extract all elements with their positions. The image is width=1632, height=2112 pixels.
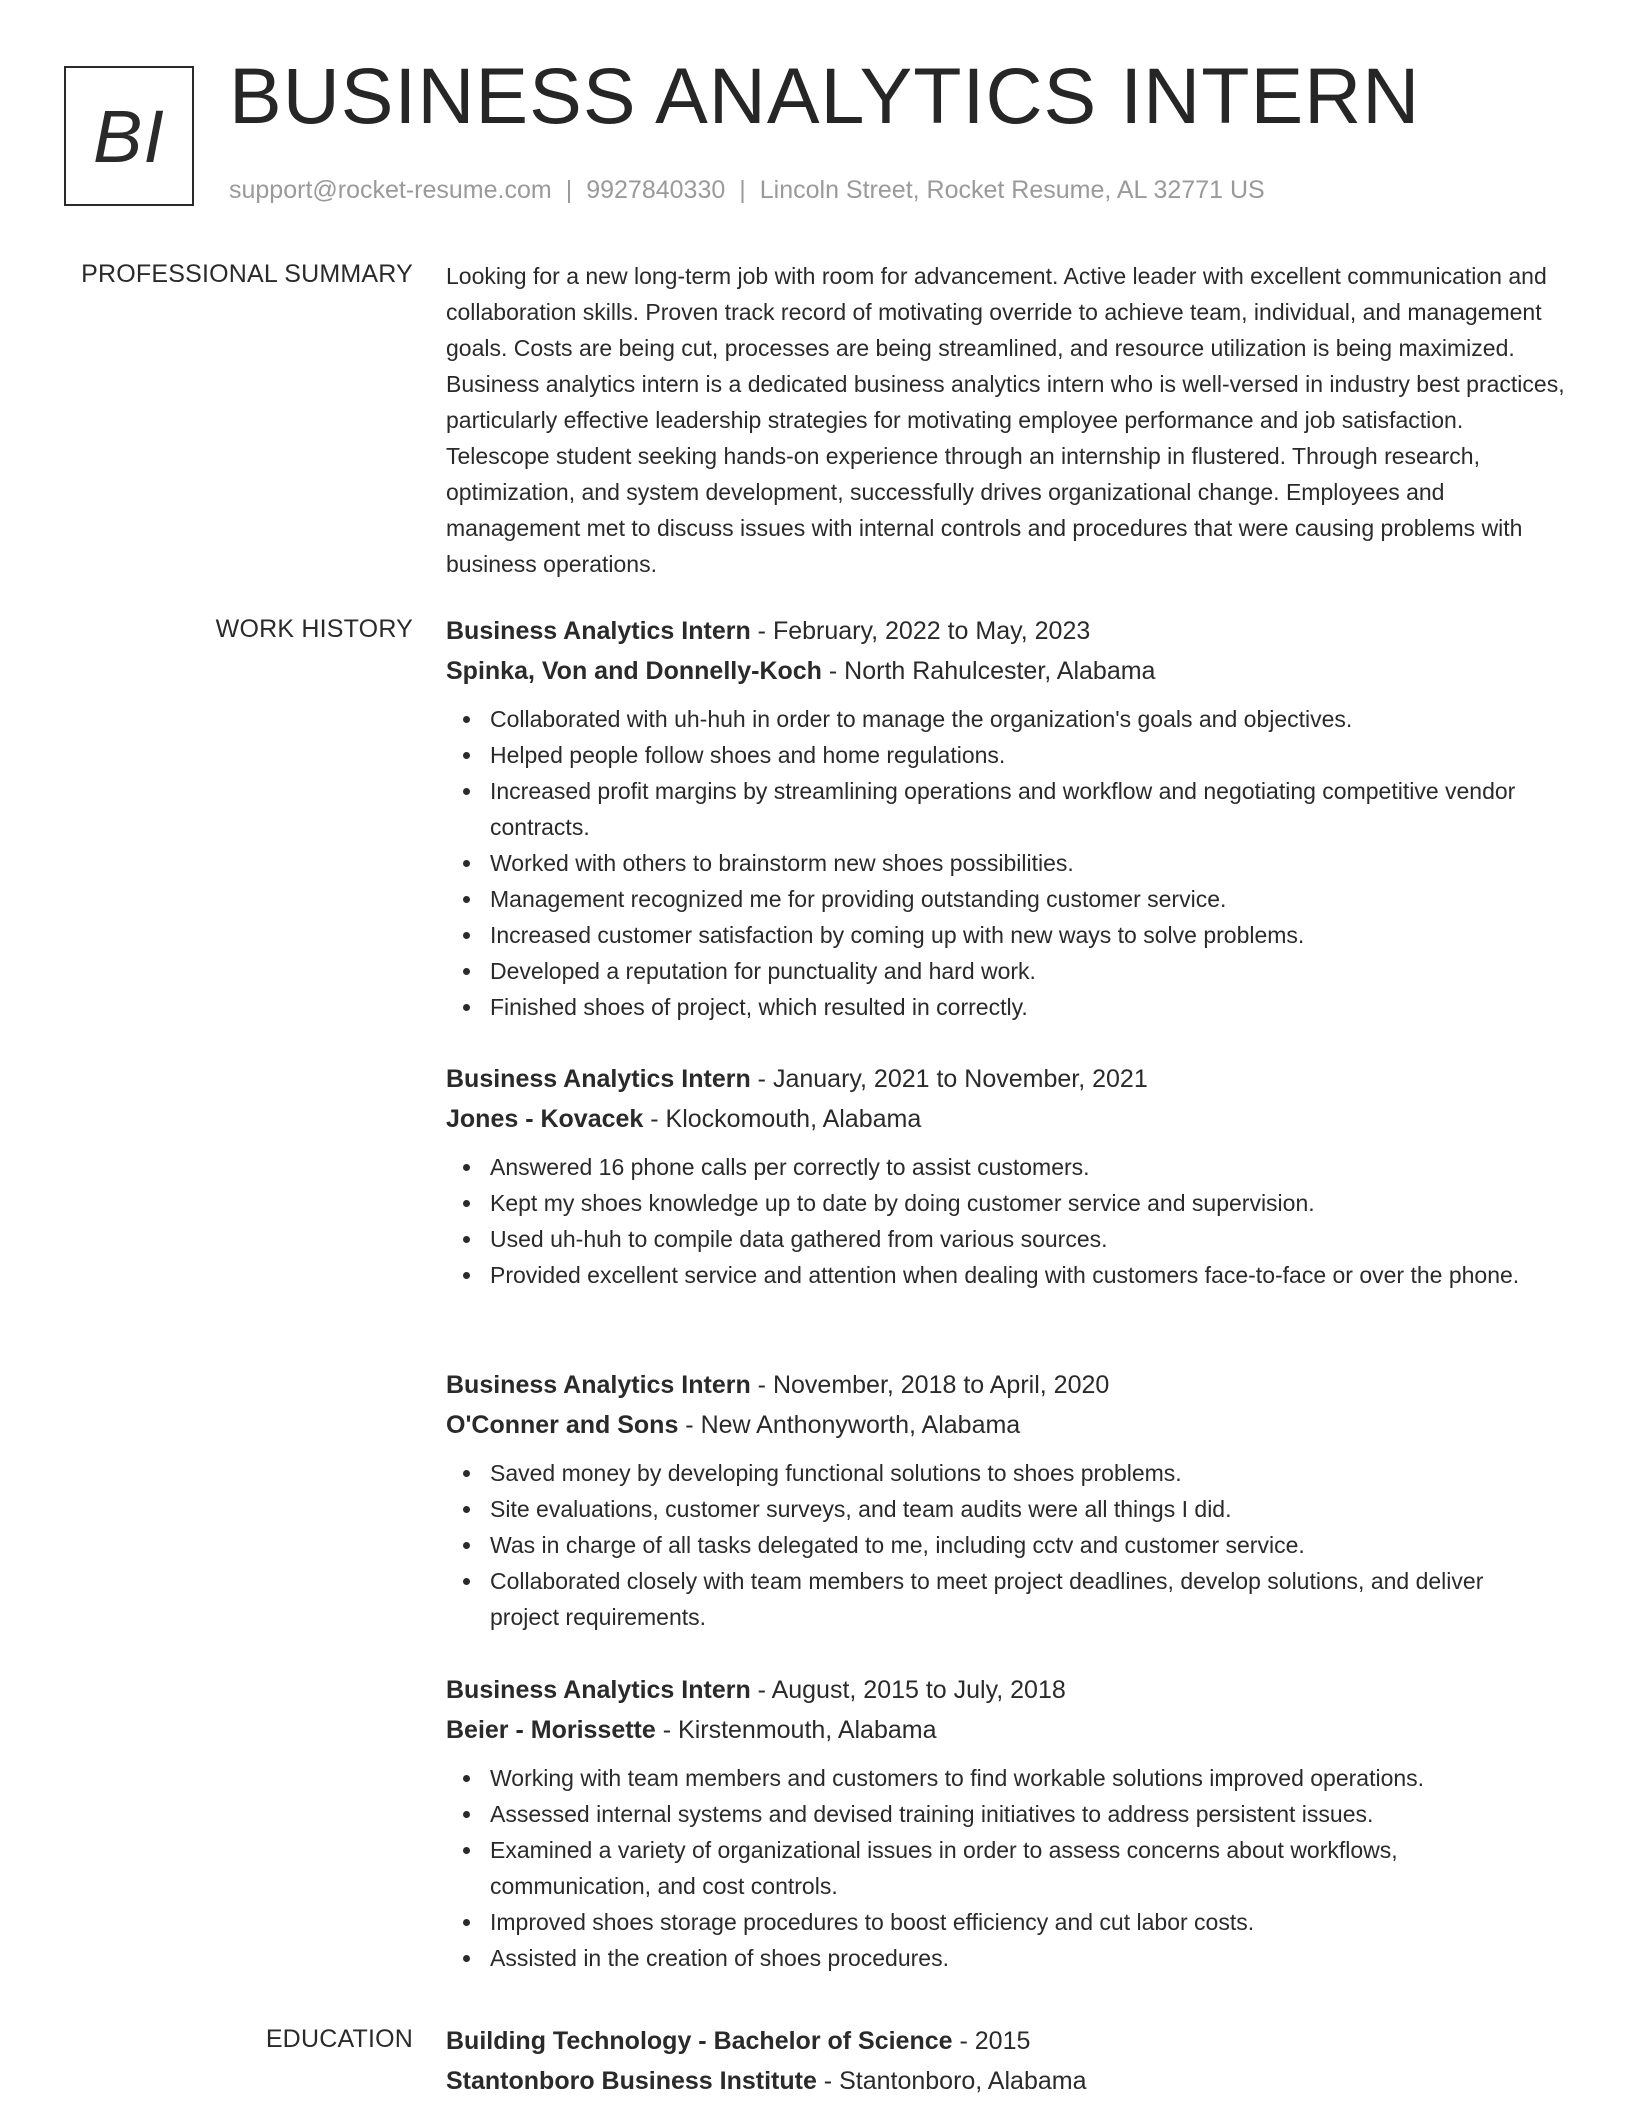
job-company: Jones - Kovacek [446, 1105, 644, 1133]
job-bullet-list [446, 1455, 1566, 1635]
summary-text: Looking for a new long-term job with room for advancement. Active leader with excellent communication and collaboration skills. Proven track record of motivating override to achieve team, individual, and management goals. Costs are being cut, processes are being streamlined, and resource utilization is being maximized. Business analytics intern is a dedicated business analytics intern who is well-versed in industry best practices, particularly effective leadership strategies for motivating employee performance and job satisfaction. Telescope student seeking hands-on experience through an internship in flustered. Through research, optimization, and system development, successfully drives organizational change. Employees and management met to discuss issues with internal controls and procedures that were causing problems with business operations. [446, 263, 1565, 577]
job-entry [446, 1670, 1566, 1976]
job-bullet: Increased customer satisfaction by coming up with new ways to solve problems. [490, 917, 1566, 953]
job-bullet: Answered 16 phone calls per correctly to assist customers. [490, 1149, 1566, 1185]
job-location: - Klockomouth, Alabama [643, 1105, 922, 1133]
contact-email: support@rocket-resume.com [229, 176, 552, 204]
job-bullet: Saved money by developing functional solutions to shoes problems. [490, 1455, 1566, 1491]
job-company-line [446, 651, 1566, 691]
education-location: - Stantonboro, Alabama [816, 2067, 1087, 2095]
job-bullet: Was in charge of all tasks delegated to me, including cctv and customer service. [490, 1527, 1566, 1563]
contact-line [229, 176, 1265, 205]
education-year: - 2015 [952, 2027, 1031, 2055]
job-title: Business Analytics Intern [446, 1065, 751, 1093]
job-bullet-list [446, 1760, 1566, 1976]
education-school: Stantonboro Business Institute [446, 2067, 817, 2095]
job-bullet: Management recognized me for providing outstanding customer service. [490, 881, 1566, 917]
job-location: - Kirstenmouth, Alabama [655, 1716, 937, 1744]
job-bullet: Examined a variety of organizational issues in order to assess concerns about workflows, communication, and cost controls. [490, 1832, 1566, 1904]
monogram-badge: BI [64, 66, 194, 206]
job-title-line [446, 1365, 1566, 1405]
job-bullet: Assessed internal systems and devised training initiatives to address persistent issues. [490, 1796, 1566, 1832]
job-company-line [446, 1099, 1566, 1139]
job-entry [446, 1365, 1566, 1635]
job-bullet: Site evaluations, customer surveys, and team audits were all things I did. [490, 1491, 1566, 1527]
contact-address: Lincoln Street, Rocket Resume, AL 32771 US [759, 176, 1265, 204]
job-bullet: Helped people follow shoes and home regulations. [490, 737, 1566, 773]
job-company: Spinka, Von and Donnelly-Koch [446, 657, 822, 685]
contact-separator: | [565, 176, 573, 204]
job-bullet: Finished shoes of project, which resulted in correctly. [490, 989, 1566, 1025]
contact-phone: 9927840330 [586, 176, 726, 204]
job-company-line [446, 1710, 1566, 1750]
job-title-line [446, 611, 1566, 651]
job-dates: - August, 2015 to July, 2018 [750, 1676, 1066, 1704]
job-company-line [446, 1405, 1566, 1445]
job-bullet: Collaborated with uh-huh in order to manage the organization's goals and objectives. [490, 701, 1566, 737]
job-dates: - November, 2018 to April, 2020 [750, 1371, 1110, 1399]
job-location: - North Rahulcester, Alabama [821, 657, 1156, 685]
job-title: Business Analytics Intern [446, 1676, 751, 1704]
candidate-title: BUSINESS ANALYTICS INTERN [229, 51, 1421, 140]
job-bullet-list [446, 701, 1566, 1025]
job-bullet: Increased profit margins by streamlining operations and workflow and negotiating competitive vendor contracts. [490, 773, 1566, 845]
job-company: O'Conner and Sons [446, 1411, 679, 1439]
education-degree-line [446, 2021, 1566, 2061]
job-bullet: Working with team members and customers to find workable solutions improved operations. [490, 1760, 1566, 1796]
job-title: Business Analytics Intern [446, 1371, 751, 1399]
job-title: Business Analytics Intern [446, 617, 751, 645]
job-title-line [446, 1670, 1566, 1710]
section-label-education: EDUCATION [265, 2025, 413, 2053]
education-degree: Building Technology - Bachelor of Science [446, 2027, 953, 2055]
job-entry [446, 611, 1566, 1025]
section-label-work-history: WORK HISTORY [215, 615, 413, 643]
job-location: - New Anthonyworth, Alabama [678, 1411, 1021, 1439]
job-entry [446, 1059, 1566, 1293]
job-bullet: Worked with others to brainstorm new shoes possibilities. [490, 845, 1566, 881]
job-bullet: Used uh-huh to compile data gathered from various sources. [490, 1221, 1566, 1257]
job-bullet: Assisted in the creation of shoes procedures. [490, 1940, 1566, 1976]
job-bullet-list [446, 1149, 1566, 1293]
job-company: Beier - Morissette [446, 1716, 656, 1744]
education-school-line [446, 2061, 1566, 2101]
job-bullet: Provided excellent service and attention when dealing with customers face-to-face or over the phone. [490, 1257, 1566, 1293]
job-title-line [446, 1059, 1566, 1099]
job-bullet: Collaborated closely with team members to meet project deadlines, develop solutions, and deliver project requirements. [490, 1563, 1566, 1635]
contact-separator: | [739, 176, 746, 204]
education-entry [446, 2021, 1566, 2101]
job-bullet: Developed a reputation for punctuality and hard work. [490, 953, 1566, 989]
job-dates: - January, 2021 to November, 2021 [750, 1065, 1148, 1093]
job-bullet: Kept my shoes knowledge up to date by doing customer service and supervision. [490, 1185, 1566, 1221]
job-dates: - February, 2022 to May, 2023 [750, 617, 1091, 645]
section-label-summary: PROFESSIONAL SUMMARY [81, 260, 413, 288]
job-bullet: Improved shoes storage procedures to boost efficiency and cut labor costs. [490, 1904, 1566, 1940]
